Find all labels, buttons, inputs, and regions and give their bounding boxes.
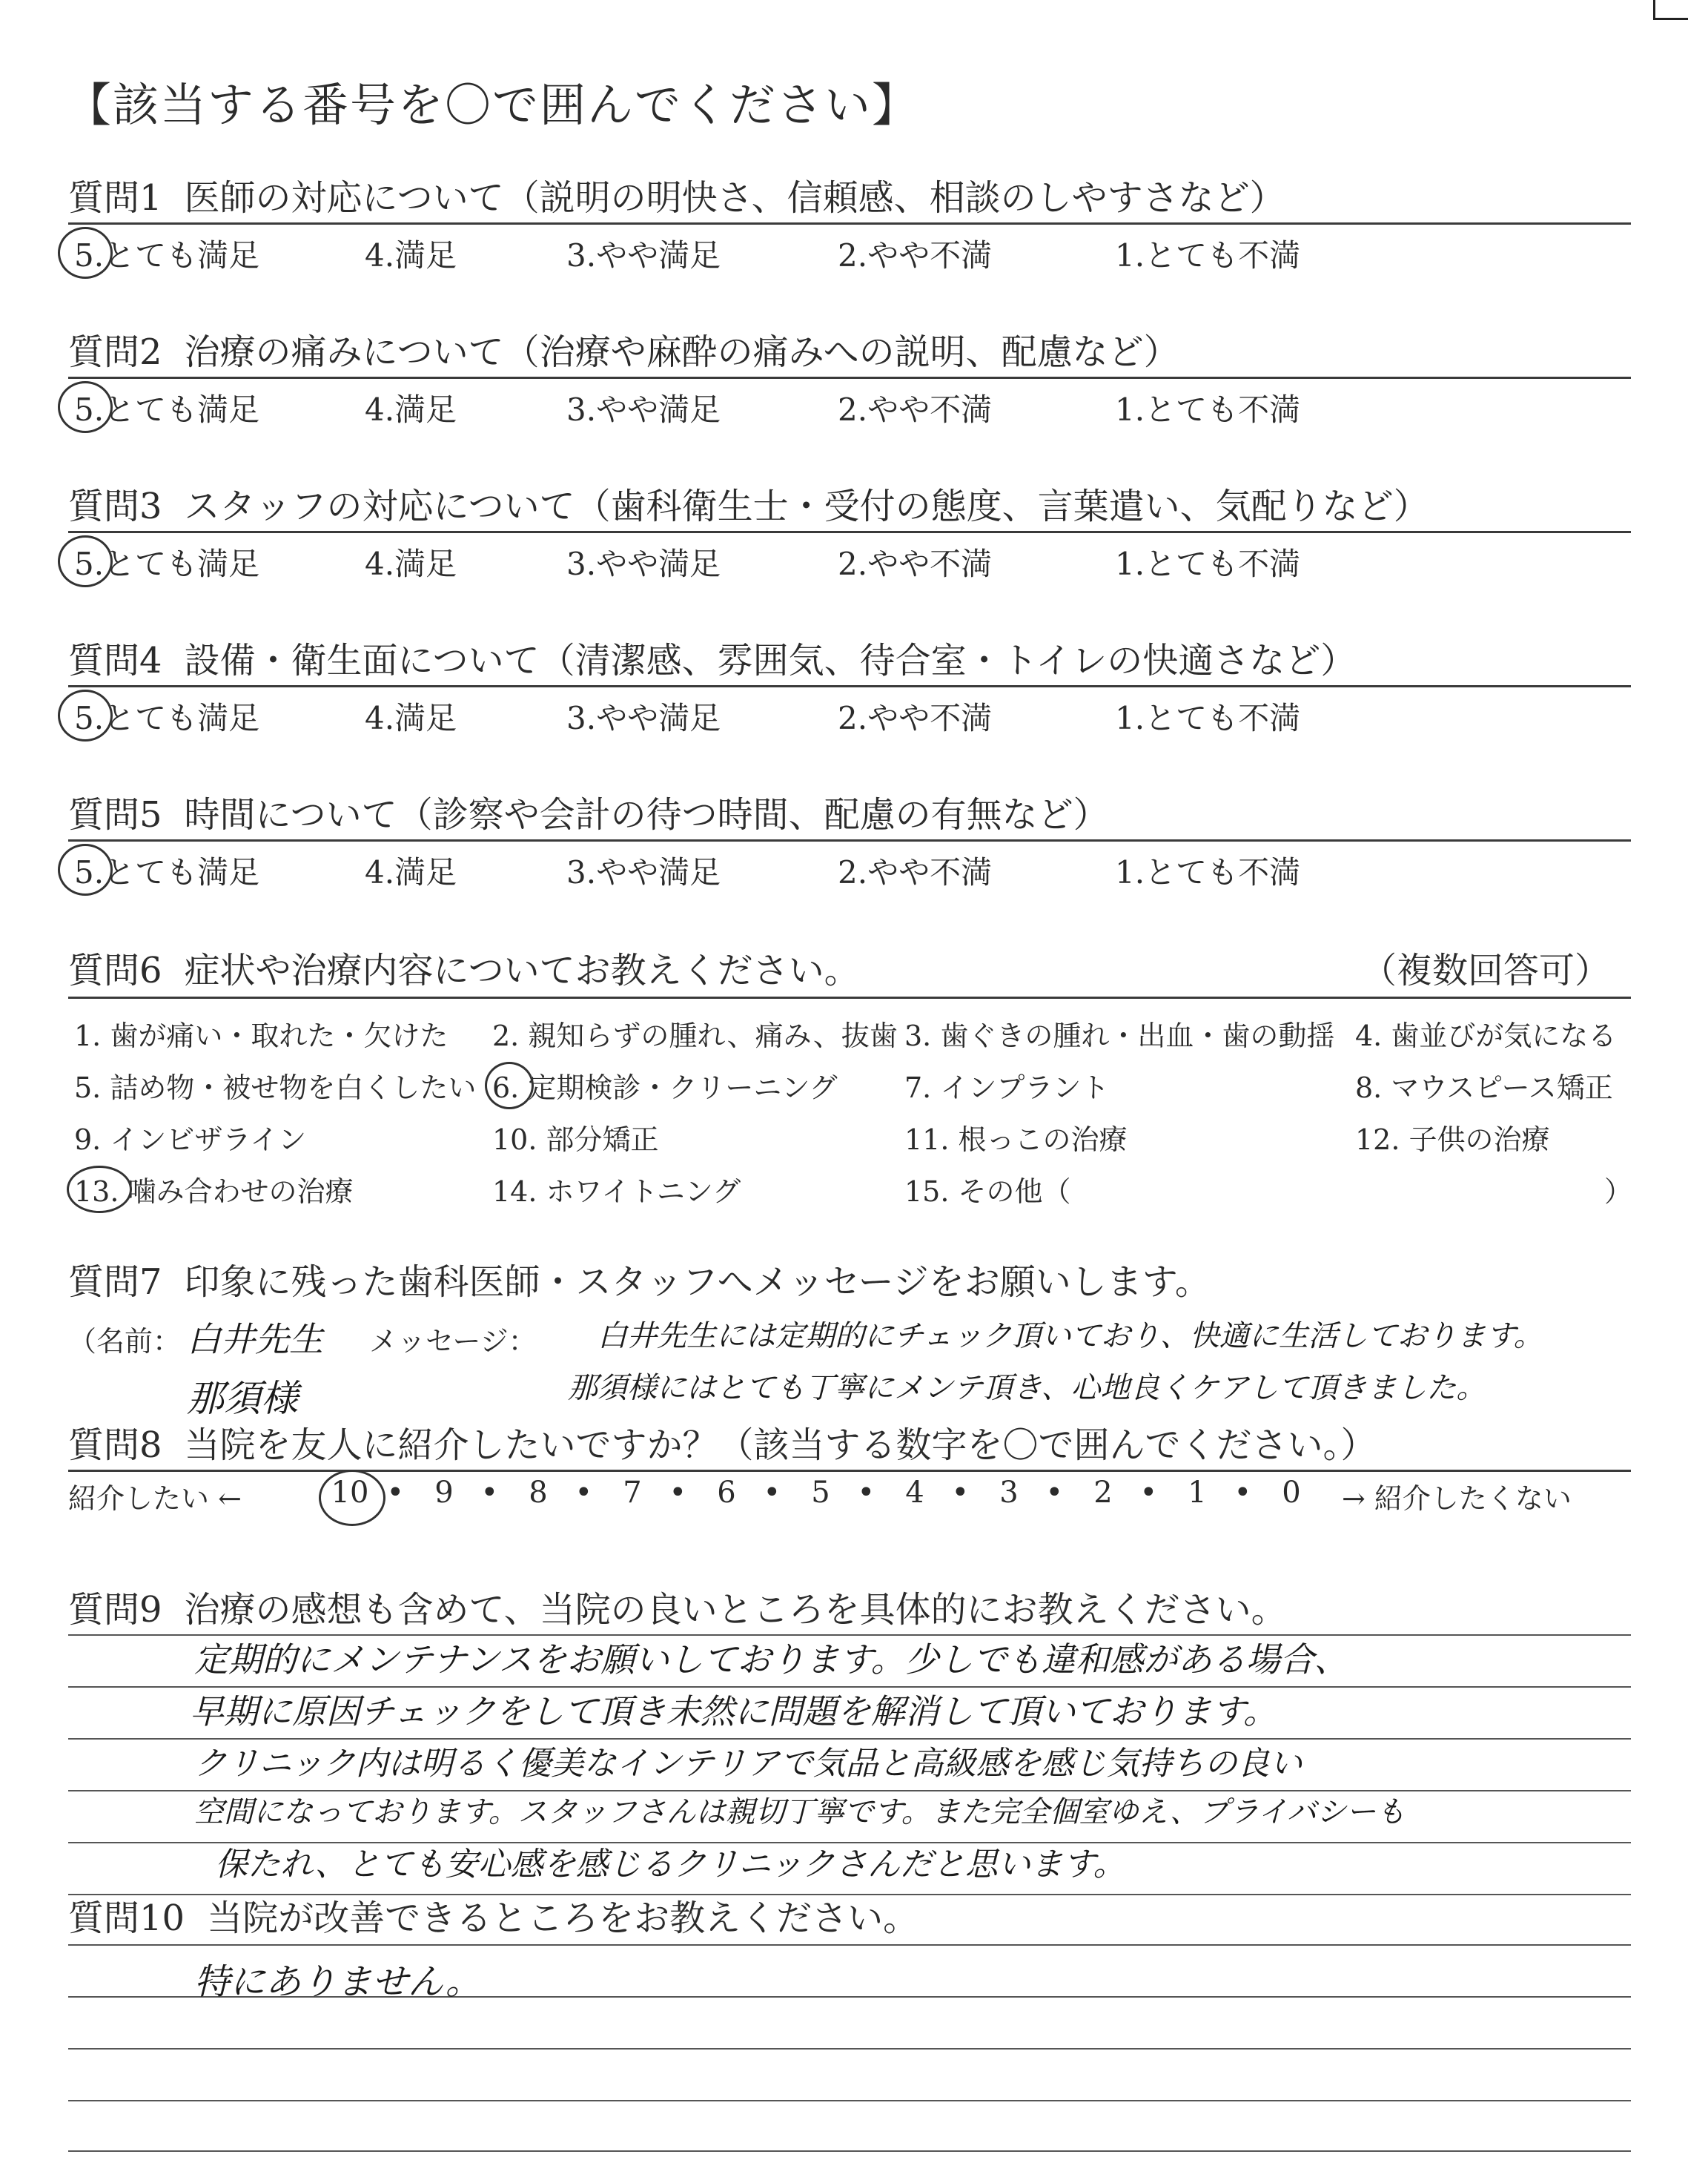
q9-number: 質問9	[68, 1589, 162, 1631]
q6-item[interactable]: 14. ホワイトニング	[492, 1175, 741, 1208]
q3-selection-circle	[58, 535, 113, 587]
q6-item[interactable]: 2. 親知らずの腫れ、痛み、抜歯	[492, 1020, 898, 1052]
q5-option[interactable]: 5.とても満足	[74, 854, 260, 891]
q6-item[interactable]: 6. 定期検診・クリーニング	[492, 1071, 838, 1104]
q6-text: 症状や治療内容についてお教えください。	[184, 950, 860, 991]
q7-text: 印象に残った歯科医師・スタッフへメッセージをお願いします。	[184, 1261, 1211, 1303]
q8-scale-value[interactable]: 5	[811, 1476, 830, 1510]
q8-scale-value[interactable]: 8	[529, 1476, 548, 1510]
q7-name-2: 那須様	[187, 1377, 298, 1420]
q7-name-1: 白井先生	[187, 1319, 323, 1359]
q1-title	[68, 169, 1285, 220]
q3-number: 質問3	[68, 486, 162, 527]
q8-right-label: → 紹介したくない	[1342, 1482, 1572, 1515]
q2-option[interactable]: 4.満足	[365, 392, 457, 428]
q4-option[interactable]: 1.とても不満	[1115, 700, 1301, 736]
q10-line	[68, 2150, 1631, 2152]
q8-scale-value[interactable]: 10	[331, 1476, 369, 1510]
q8-rule	[68, 1470, 1631, 1472]
q10-line	[68, 2048, 1631, 2050]
q2-text: 治療の痛みについて（治療や麻酔の痛みへの説明、配慮など）	[184, 331, 1179, 373]
registration-mark-top-right	[1653, 0, 1688, 20]
q3-option[interactable]: 3.やや満足	[566, 546, 721, 582]
q10-number: 質問10	[68, 1898, 185, 1939]
q9-answer-line-2: 早期に原因チェックをして頂き未然に問題を解消して頂いております。	[190, 1691, 1277, 1731]
q5-option[interactable]: 1.とても不満	[1115, 854, 1301, 891]
q6-item[interactable]: 1. 歯が痛い・取れた・欠けた	[74, 1020, 448, 1052]
q8-scale-value[interactable]: 0	[1282, 1476, 1301, 1510]
q8-number: 質問8	[68, 1424, 162, 1466]
q10-answer: 特にありません。	[194, 1961, 481, 2003]
q6-item[interactable]: 5. 詰め物・被せ物を白くしたい	[74, 1071, 477, 1104]
q6-item[interactable]: 11. 根っこの治療	[904, 1123, 1128, 1156]
q6-item[interactable]: 9. インビザライン	[74, 1123, 307, 1156]
q8-scale-value[interactable]: 6	[717, 1476, 736, 1510]
q2-option[interactable]: 1.とても不満	[1115, 392, 1301, 428]
q9-answer-line-5: 保たれ、とても安心感を感じるクリニックさんだと思います。	[215, 1846, 1126, 1883]
q4-number: 質問4	[68, 640, 162, 681]
q6-item[interactable]: 12. 子供の治療	[1355, 1123, 1550, 1156]
q3-rule	[68, 531, 1631, 533]
q8-scale-value[interactable]: 2	[1093, 1476, 1113, 1510]
q7-message-label: メッセージ：	[369, 1325, 537, 1358]
q8-scale-value[interactable]: 1	[1188, 1476, 1207, 1510]
q6-selection-circle	[67, 1166, 132, 1213]
q8-selection-circle	[319, 1470, 385, 1526]
q2-title	[68, 323, 1179, 374]
q8-scale-separator: •	[857, 1476, 875, 1510]
q6-item[interactable]: 3. 歯ぐきの腫れ・出血・歯の動揺	[904, 1020, 1335, 1052]
q8-scale-value[interactable]: 3	[999, 1476, 1019, 1510]
q5-rule	[68, 839, 1631, 842]
q8-scale-value[interactable]: 4	[905, 1476, 924, 1510]
q2-option[interactable]: 3.やや満足	[566, 392, 721, 428]
q10-line	[68, 1944, 1631, 1946]
q8-title	[68, 1416, 1377, 1467]
q6-selection-circle	[485, 1062, 534, 1109]
q8-text: 当院を友人に紹介したいですか？（該当する数字を〇で囲んでください。）	[184, 1424, 1377, 1466]
q4-text: 設備・衛生面について（清潔感、雰囲気、待合室・トイレの快適さなど）	[184, 640, 1357, 681]
q7-number: 質問7	[68, 1261, 162, 1303]
q6-title	[68, 942, 860, 993]
q6-item[interactable]: 15. その他（	[904, 1175, 1071, 1208]
q5-title	[68, 786, 1109, 837]
q5-number: 質問5	[68, 794, 162, 836]
q4-selection-circle	[58, 690, 113, 742]
q10-line	[68, 2100, 1631, 2101]
q4-option[interactable]: 2.やや不満	[838, 700, 993, 736]
q2-selection-circle	[58, 381, 113, 433]
q9-answer-line-4: 空間になっております。スタッフさんは親切丁寧です。また完全個室ゆえ、プライバシーも	[194, 1795, 1406, 1829]
q6-item[interactable]: ）	[1604, 1175, 1633, 1208]
q8-scale-separator: •	[480, 1476, 499, 1510]
q3-option[interactable]: 2.やや不満	[838, 546, 993, 582]
q2-rule	[68, 377, 1631, 379]
q6-item[interactable]: 10. 部分矯正	[492, 1123, 659, 1156]
q4-option[interactable]: 3.やや満足	[566, 700, 721, 736]
q9-answer-line-1: 定期的にメンテナンスをお願いしております。少しでも違和感がある場合、	[194, 1639, 1348, 1680]
q6-note: （複数回答可）	[1361, 950, 1611, 991]
q3-option[interactable]: 5.とても満足	[74, 546, 260, 582]
q6-item[interactable]: 13. 噛み合わせの治療	[74, 1175, 354, 1208]
page-title: 【該当する番号を〇で囲んでください】	[65, 78, 920, 132]
q4-title	[68, 632, 1356, 683]
q7-title	[68, 1253, 1211, 1304]
q6-item[interactable]: 8. マウスピース矯正	[1355, 1071, 1613, 1104]
q1-option[interactable]: 5.とても満足	[74, 237, 260, 274]
q2-option[interactable]: 5.とても満足	[74, 392, 260, 428]
q4-option[interactable]: 4.満足	[365, 700, 457, 736]
q5-text: 時間について（診察や会計の待つ時間、配慮の有無など）	[184, 794, 1109, 836]
q8-scale-separator: •	[951, 1476, 970, 1510]
q1-text: 医師の対応について（説明の明快さ、信頼感、相談のしやすさなど）	[184, 177, 1285, 219]
q6-number: 質問6	[68, 950, 162, 991]
q1-option[interactable]: 1.とても不満	[1115, 237, 1301, 274]
q5-selection-circle	[58, 844, 113, 896]
q7-message-1: 白井先生には定期的にチェック頂いており、快適に生活しております。	[598, 1319, 1543, 1353]
q8-scale-separator: •	[386, 1476, 405, 1510]
q9-title	[68, 1581, 1287, 1632]
q1-number: 質問1	[68, 177, 162, 219]
q10-title	[68, 1889, 918, 1941]
q3-text: スタッフの対応について（歯科衛生士・受付の態度、言葉遣い、気配りなど）	[184, 486, 1429, 527]
q4-option[interactable]: 5.とても満足	[74, 700, 260, 736]
q3-option[interactable]: 1.とても不満	[1115, 546, 1301, 582]
q1-selection-circle	[58, 227, 113, 279]
q1-option[interactable]: 3.やや満足	[566, 237, 721, 274]
q8-scale-value[interactable]: 9	[434, 1476, 454, 1510]
q2-number: 質問2	[68, 331, 162, 373]
q5-option[interactable]: 3.やや満足	[566, 854, 721, 891]
q7-name-label: （名前：	[68, 1325, 182, 1358]
q10-text: 当院が改善できるところをお教えください。	[207, 1898, 919, 1939]
q8-scale-separator: •	[669, 1476, 687, 1510]
q4-rule	[68, 685, 1631, 687]
q8-scale-separator: •	[1139, 1476, 1158, 1510]
q5-option[interactable]: 2.やや不満	[838, 854, 993, 891]
q8-scale-separator: •	[763, 1476, 781, 1510]
q8-scale-separator: •	[1234, 1476, 1252, 1510]
q1-rule	[68, 222, 1631, 225]
q6-rule	[68, 997, 1631, 999]
q3-title	[68, 478, 1429, 529]
q1-option[interactable]: 4.満足	[365, 237, 457, 274]
q1-option[interactable]: 2.やや不満	[838, 237, 993, 274]
q3-option[interactable]: 4.満足	[365, 546, 457, 582]
q6-item[interactable]: 7. インプラント	[904, 1071, 1110, 1104]
q7-message-2: 那須様にはとても丁寧にメンテ頂き、心地良くケアして頂きました。	[568, 1371, 1486, 1405]
q8-scale-separator: •	[575, 1476, 593, 1510]
q8-scale-value[interactable]: 7	[623, 1476, 642, 1510]
q9-text: 治療の感想も含めて、当院の良いところを具体的にお教えください。	[184, 1589, 1287, 1631]
q8-left-label: 紹介したい ←	[68, 1482, 242, 1515]
q5-option[interactable]: 4.満足	[365, 854, 457, 891]
q8-scale-separator: •	[1045, 1476, 1064, 1510]
q9-answer-line-3: クリニック内は明るく優美なインテリアで気品と高級感を感じ気持ちの良い	[194, 1745, 1302, 1783]
q6-item[interactable]: 4. 歯並びが気になる	[1355, 1020, 1617, 1052]
q2-option[interactable]: 2.やや不満	[838, 392, 993, 428]
